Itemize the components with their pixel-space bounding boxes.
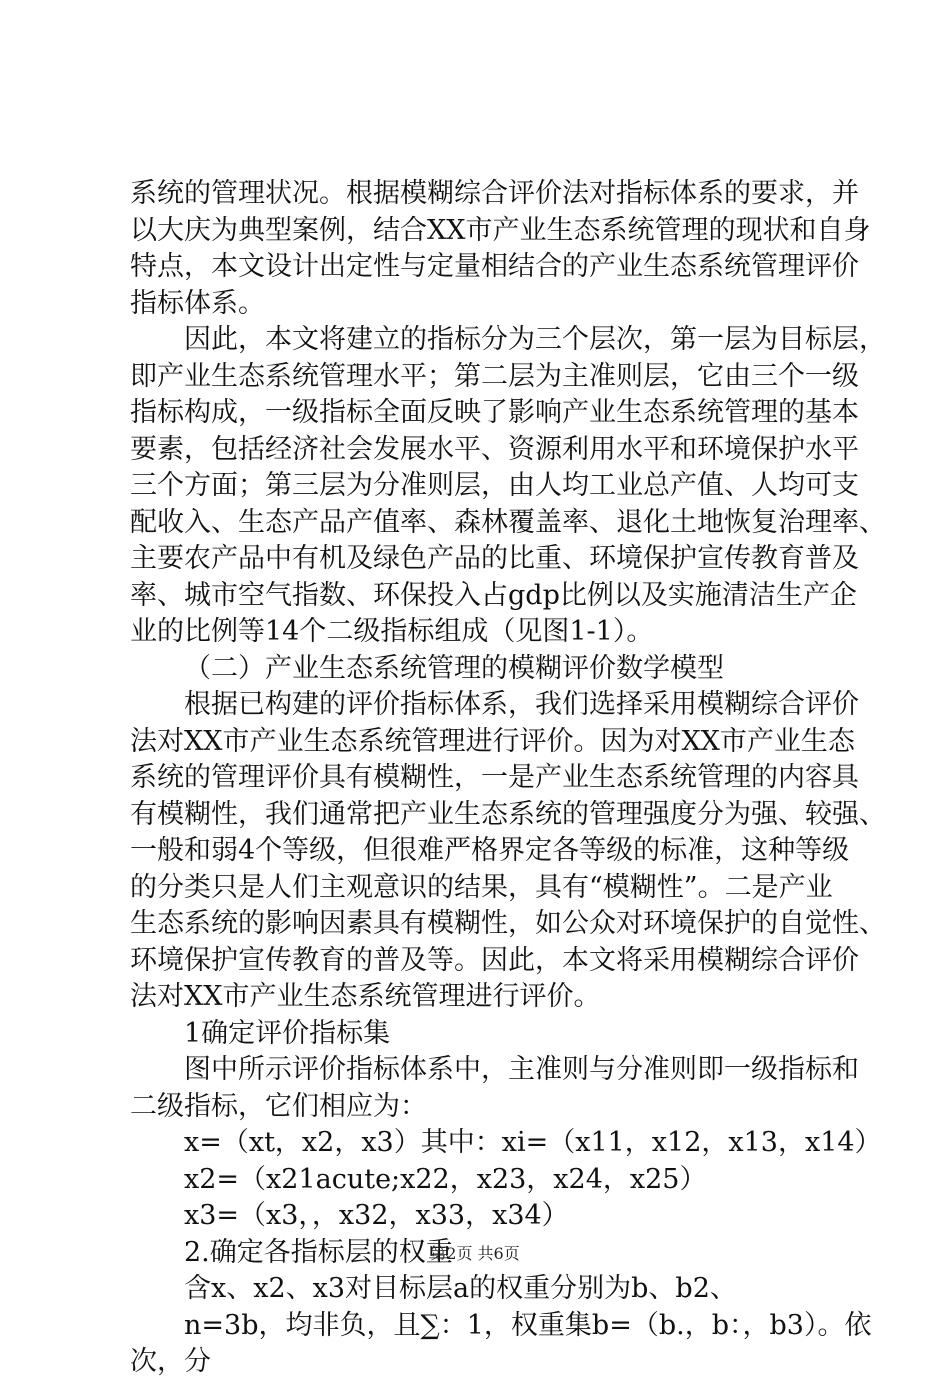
text-line: 三个方面；第三层为分准则层，由人均工业总产值、人均可支 bbox=[130, 470, 859, 501]
text-line: 系统的管理状况。根据模糊综合评价法对指标体系的要求，并 bbox=[130, 178, 859, 209]
text-line: 法对XX市产业生态系统管理进行评价。因为对XX市产业生态 bbox=[130, 725, 855, 757]
formula-line: x3=（x3，，x32，x33，x34） bbox=[184, 1200, 569, 1231]
text-line: 生态系统的影响因素具有模糊性，如公众对环境保护的自觉性、 bbox=[130, 908, 886, 939]
section-heading: 1确定评价指标集 bbox=[184, 1017, 391, 1049]
section-heading: （二）产业生态系统管理的模糊评价数学模型 bbox=[184, 652, 724, 684]
text-line: 以大庆为典型案例，结合XX市产业生态系统管理的现状和自身 bbox=[130, 214, 871, 246]
section-heading: 2.确定各指标层的权重 bbox=[184, 1236, 453, 1268]
text-line: 业的比例等14个二级指标组成（见图1-1）。 bbox=[130, 616, 654, 647]
text-line: 指标构成，一级指标全面反映了影响产业生态系统管理的基本 bbox=[130, 397, 859, 428]
text-line: 二级指标，它们相应为： bbox=[130, 1090, 427, 1122]
formula-line: x2=（x21acute;x22，x23，x24，x25） bbox=[184, 1163, 707, 1195]
text-line: 含x、x2、x3对目标层a的权重分别为b、b2、 bbox=[184, 1273, 737, 1304]
text-line: 有模糊性，我们通常把产业生态系统的管理强度分为强、较强、 bbox=[130, 798, 886, 830]
text-line: n=3b，均非负，且∑：1，权重集b=（b.，b：，b3）。依 bbox=[184, 1309, 872, 1341]
text-line: 根据已构建的评价指标体系，我们选择采用模糊综合评价 bbox=[184, 689, 859, 720]
text-line: 主要农产品中有机及绿色产品的比重、环境保护宣传教育普及 bbox=[130, 543, 859, 574]
text-line: 指标体系。 bbox=[130, 287, 265, 319]
document-body bbox=[130, 176, 886, 1381]
text-line: 系统的管理评价具有模糊性，一是产业生态系统管理的内容具 bbox=[130, 762, 859, 793]
text-line: 环境保护宣传教育的普及等。因此，本文将采用模糊综合评价 bbox=[130, 944, 859, 976]
text-line: 率、城市空气指数、环保投入占gdp比例以及实施清洁生产企 bbox=[130, 579, 857, 611]
text-line: 的分类只是人们主观意识的结果，具有“模糊性”。二是产业 bbox=[130, 871, 833, 903]
page-footer: 第2页 共6页 bbox=[430, 1244, 520, 1263]
text-line: 即产业生态系统管理水平；第二层为主准则层，它由三个一级 bbox=[130, 360, 859, 392]
text-line: 法对XX市产业生态系统管理进行评价。 bbox=[130, 981, 601, 1012]
text-line: 配收入、生态产品产值率、森林覆盖率、退化土地恢复治理率、 bbox=[130, 506, 886, 538]
text-line: 因此，本文将建立的指标分为三个层次，第一层为目标层， bbox=[184, 324, 886, 355]
text-line: 特点，本文设计出定性与定量相结合的产业生态系统管理评价 bbox=[130, 251, 859, 282]
formula-line: x=（xt，x2，x3）其中：xi=（x11，x12，x13，x14） bbox=[184, 1127, 882, 1158]
text-line: 图中所示评价指标体系中，主准则与分准则即一级指标和 bbox=[184, 1054, 859, 1085]
text-line: 次，分 bbox=[130, 1346, 211, 1377]
text-line: 要素，包括经济社会发展水平、资源利用水平和环境保护水平 bbox=[130, 433, 859, 465]
text-line: 一般和弱4个等级，但很难严格界定各等级的标准，这种等级 bbox=[130, 835, 850, 866]
